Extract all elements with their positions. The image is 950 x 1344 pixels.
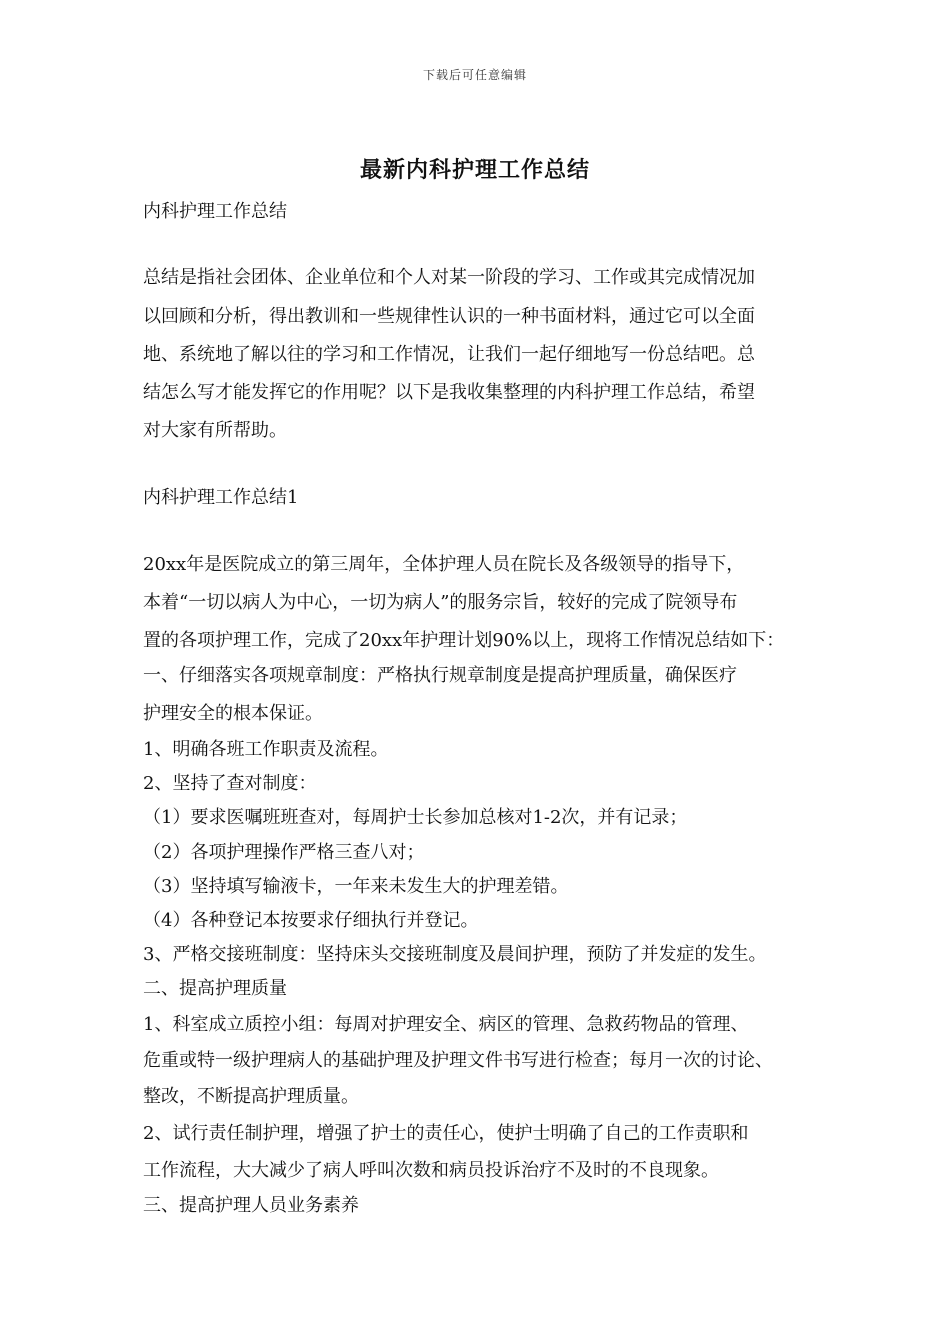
paragraph-line: 整改，不断提高护理质量。 xyxy=(143,1086,359,1107)
paragraph-line: 对大家有所帮助。 xyxy=(143,420,287,441)
paragraph-line: 护理安全的根本保证。 xyxy=(143,703,323,724)
paragraph-line: （2）各项护理操作严格三查八对； xyxy=(143,842,425,863)
header-note: 下载后可任意编辑 xyxy=(422,68,527,82)
subtitle-line: 内科护理工作总结 xyxy=(143,201,287,222)
page-title: 最新内科护理工作总结 xyxy=(359,157,590,183)
paragraph-line: 3、严格交接班制度：坚持床头交接班制度及晨间护理，预防了并发症的发生。 xyxy=(143,944,767,965)
paragraph-line: 工作流程，大大减少了病人呼叫次数和病员投诉治疗不及时的不良现象。 xyxy=(143,1160,719,1181)
paragraph-line: 危重或特一级护理病人的基础护理及护理文件书写进行检查；每月一次的讨论、 xyxy=(143,1050,773,1071)
paragraph-line: 本着“一切以病人为中心，一切为病人”的服务宗旨，较好的完成了院领导布 xyxy=(143,592,738,613)
paragraph-line: 总结是指社会团体、企业单位和个人对某一阶段的学习、工作或其完成情况加 xyxy=(143,267,755,288)
paragraph-line: 2、试行责任制护理，增强了护士的责任心，使护士明确了自己的工作责职和 xyxy=(143,1123,749,1144)
paragraph-line: 20xx年是医院成立的第三周年，全体护理人员在院长及各级领导的指导下， xyxy=(143,554,745,575)
section-heading: 内科护理工作总结1 xyxy=(143,487,299,508)
paragraph-line: 二、提高护理质量 xyxy=(143,978,287,999)
paragraph-line: 以回顾和分析，得出教训和一些规律性认识的一种书面材料，通过它可以全面 xyxy=(143,306,755,327)
paragraph-line: 置的各项护理工作，完成了20xx年护理计划90%以上，现将工作情况总结如下： xyxy=(143,630,785,651)
paragraph-line: 三、提高护理人员业务素养 xyxy=(143,1195,359,1216)
paragraph-line: 2、坚持了查对制度： xyxy=(143,773,317,794)
paragraph-line: 一、仔细落实各项规章制度：严格执行规章制度是提高护理质量，确保医疗 xyxy=(143,665,737,686)
paragraph-line: 结怎么写才能发挥它的作用呢？以下是我收集整理的内科护理工作总结，希望 xyxy=(143,382,755,403)
paragraph-line: （3）坚持填写输液卡，一年来未发生大的护理差错。 xyxy=(143,876,569,897)
paragraph-line: 1、科室成立质控小组：每周对护理安全、病区的管理、急救药物品的管理、 xyxy=(143,1014,749,1035)
paragraph-line: 地、系统地了解以往的学习和工作情况，让我们一起仔细地写一份总结吧。总 xyxy=(143,344,755,365)
paragraph-line: （1）要求医嘱班班查对，每周护士长参加总核对1-2次，并有记录； xyxy=(143,807,688,828)
paragraph-line: 1、明确各班工作职责及流程。 xyxy=(143,739,389,760)
paragraph-line: （4）各种登记本按要求仔细执行并登记。 xyxy=(143,910,479,931)
